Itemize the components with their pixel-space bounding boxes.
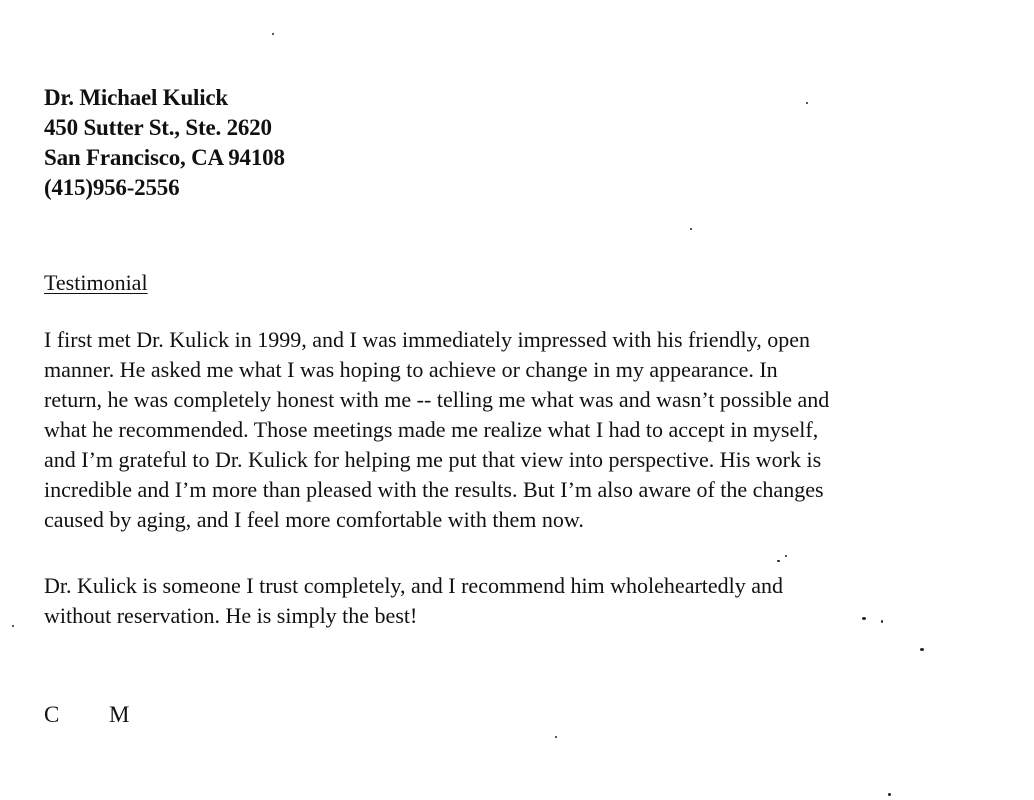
- testimonial-heading: Testimonial: [44, 270, 148, 295]
- scan-speck: [862, 617, 866, 620]
- scan-speck: [272, 33, 274, 35]
- paragraph-line: what he recommended. Those meetings made me realize what I had to accept in myself,: [44, 417, 819, 442]
- scan-speck: [777, 560, 780, 562]
- street-address: 450 Sutter St., Ste. 2620: [44, 115, 272, 140]
- scan-speck: [555, 736, 557, 738]
- scan-speck: [785, 555, 787, 557]
- paragraph-line: Dr. Kulick is someone I trust completely, and I recommend him wholeheartedly and: [44, 573, 784, 598]
- testimonial-paragraph-1: [44, 325, 829, 535]
- scan-speck: [888, 793, 891, 796]
- paragraph-line: manner. He asked me what I was hoping to achieve or change in my appearance. In: [44, 357, 778, 382]
- paragraph-line: without reservation. He is simply the best!: [44, 603, 418, 628]
- paragraph-line: and I’m grateful to Dr. Kulick for helping me put that view into perspective. His work is: [44, 447, 822, 472]
- scan-speck: [806, 102, 808, 104]
- testimonial-paragraph-2: [44, 571, 783, 631]
- paragraph-line: caused by aging, and I feel more comfortable with them now.: [44, 507, 584, 532]
- letterhead-address: [44, 83, 285, 203]
- scan-speck: [690, 228, 692, 230]
- signature-initial-second: M: [109, 702, 130, 727]
- paragraph-line: incredible and I’m more than pleased with the results. But I’m also aware of the changes: [44, 477, 824, 502]
- paragraph-line: I first met Dr. Kulick in 1999, and I was immediately impressed with his friendly, open: [44, 327, 810, 352]
- city-state-zip: San Francisco, CA 94108: [44, 145, 285, 170]
- paragraph-line: return, he was completely honest with me -- telling me what was and wasn’t possible and: [44, 387, 830, 412]
- scan-speck: [12, 625, 14, 627]
- phone-number: (415)956-2556: [44, 175, 180, 200]
- doctor-name: Dr. Michael Kulick: [44, 85, 229, 110]
- scan-speck: [881, 620, 883, 623]
- signature-initial-first: C: [44, 702, 60, 727]
- scan-speck: [920, 648, 924, 651]
